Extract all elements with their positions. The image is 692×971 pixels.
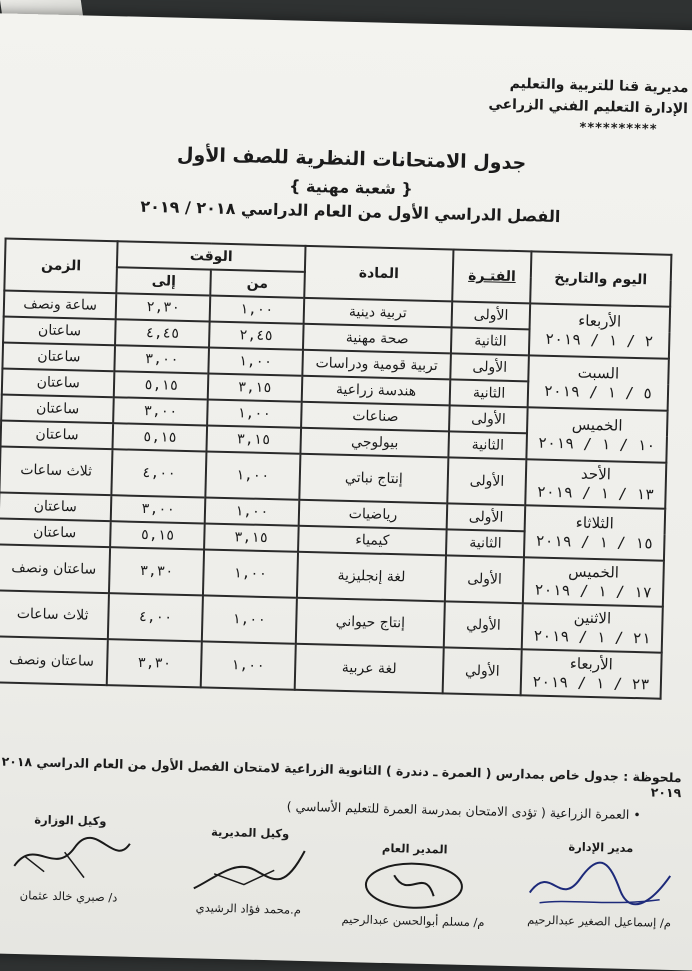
subject-cell: كيمياء [298,526,447,556]
from-time-cell: ٣,١٥ [206,426,300,454]
header-period: الفتـرة [453,249,532,303]
page-title: جدول الامتحانات النظرية للصف الأول [176,143,527,175]
duration-cell: ساعتان ونصف [0,544,111,593]
bullet-note: • العمرة الزراعية ( تؤدى الامتحان بمدرسة العمرة للتعليم الأساسي ) [286,798,641,823]
from-time-cell: ١,٠٠ [205,497,299,525]
from-time-cell: ١,٠٠ [210,296,304,324]
to-time-cell: ٣,٣٠ [107,639,202,687]
signature-role: وكيل المديرية [210,824,290,841]
to-time-cell: ٤,٠٠ [108,593,203,641]
to-time-cell: ٣,٠٠ [115,345,209,373]
subject-cell: إنتاج حيواني [295,598,445,648]
exam-date: ١٣ / ١ / ٢٠١٩ [536,482,655,504]
duration-cell: ساعتان [3,317,116,346]
handwritten-signature-icon [4,826,135,891]
period-cell: الأولى [449,405,527,433]
from-time-cell: ١,٠٠ [208,348,302,376]
signature-block-general-director [338,840,490,930]
period-cell: الثانية [446,529,524,557]
signature-role: وكيل الوزارة [34,812,107,829]
header-from: من [210,270,304,298]
exam-date: ١٥ / ١ / ٢٠١٩ [535,531,654,553]
header-duration: الزمن [4,239,118,294]
duration-cell: ساعتان [0,492,112,521]
duration-cell: ثلاث ساعات [0,446,113,495]
exam-date: ٢ / ١ / ٢٠١٩ [544,329,654,351]
handwritten-signature-icon [353,854,474,915]
header-stars: ********** [579,120,658,138]
from-time-cell: ٣,١٥ [204,523,298,551]
duration-cell: ساعتان ونصف [0,636,108,685]
signature-name: م/ إسماعيل الصغير عبدالرحيم [527,912,672,930]
header-time: الوقت [117,241,305,272]
to-time-cell: ٥,١٥ [114,371,208,399]
header-line-directorate: مديرية قنا للتربية والتعليم [509,75,689,97]
schedule-body [0,291,670,699]
handwritten-signature-icon [519,852,680,916]
from-time-cell: ٣,١٥ [208,374,302,402]
subject-cell: إنتاج نباتي [299,454,449,504]
day-date-cell [522,603,663,652]
from-time-cell: ١,٠٠ [201,641,296,689]
signature-block-admin-director [514,838,686,930]
issuer-header [488,73,689,141]
from-time-cell: ١,٠٠ [207,400,301,428]
header-subject: المادة [304,246,454,302]
header-line-administration: الإدارة التعليم الفني الزراعي [488,96,689,118]
period-cell: الثانية [450,379,528,407]
subject-cell: لغة إنجليزية [296,552,446,602]
signature-block-undersecretary [0,812,141,905]
day-date-cell [526,407,667,462]
subject-cell: رياضيات [298,500,447,530]
header-to: إلى [117,267,211,295]
signature-name: د/ صبري خالد عثمان [19,888,118,905]
day-name: الأربعاء [577,311,622,331]
duration-cell: ساعتان [0,518,111,547]
duration-cell: ثلاث ساعات [0,590,109,639]
period-cell: الأولى [452,301,530,329]
day-date-cell [524,505,665,560]
duration-cell: ساعتان [2,342,115,371]
branch-subtitle: { شعبة مهنية } [288,176,414,199]
duration-cell: ساعة ونصف [4,291,117,320]
document-page [0,13,692,971]
signature-role: مدير الإدارة [568,839,634,856]
period-cell: الأولى [447,503,525,531]
exam-date: ٢١ / ١ / ٢٠١٩ [533,626,651,648]
from-time-cell: ١,٠٠ [203,549,298,597]
signature-name: م/ مسلم أبوالحسن عبدالرحيم [341,911,485,930]
exam-schedule-table [0,238,672,700]
term-subtitle: الفصل الدراسي الأول من العام الدراسي ٢٠١٨ / ٢٠١٩ [140,196,561,227]
subject-cell: بيولوجي [300,428,449,458]
subject-cell: هندسة زراعية [301,376,450,406]
day-name: الأربعاء [569,654,614,674]
day-date-cell [528,355,669,410]
day-name: الاثنين [573,608,612,628]
day-name: الخميس [571,415,623,435]
subject-cell: صناعات [301,402,450,432]
period-cell: الأولى [445,555,524,603]
day-name: الخميس [567,562,620,582]
to-time-cell: ٤,٤٥ [115,319,209,347]
from-time-cell: ١,٠٠ [205,451,300,499]
to-time-cell: ٣,٣٠ [109,547,204,595]
day-date-cell [521,649,662,698]
from-time-cell: ١,٠٠ [202,595,297,643]
header-day-date: اليوم والتاريخ [530,251,671,306]
to-time-cell: ٣,٠٠ [111,495,205,523]
to-time-cell: ٢,٣٠ [116,293,210,321]
from-time-cell: ٢,٤٥ [209,322,303,350]
bullet-note-text: العمرة الزراعية ( تؤدى الامتحان بمدرسة العمرة للتعليم الأساسي ) [286,798,630,822]
footnote: ملحوظة : جدول خاص بمدارس ( العمرة ـ دندرة ) الثانوية الزراعية لامتحان الفصل الأول من العام الدراسي ٢٠١٨ ٢٠١٩ [1,753,682,801]
signature-block-deputy-directorate [178,824,320,917]
subject-cell: لغة عربية [294,644,444,694]
handwritten-signature-icon [183,838,314,903]
to-time-cell: ٣,٠٠ [114,397,208,425]
period-cell: الأولى [451,353,529,381]
to-time-cell: ٤,٠٠ [112,449,207,497]
subject-cell: صحة مهنية [303,324,452,354]
subject-cell: تربية دينية [303,298,452,328]
period-cell: الثانية [449,431,527,459]
period-cell: الأولى [448,457,527,505]
period-cell: الثانية [451,327,529,355]
signature-role: المدير العام [381,840,448,857]
to-time-cell: ٥,١٥ [111,521,205,549]
duration-cell: ساعتان [1,394,114,423]
day-date-cell [529,303,670,358]
duration-cell: ساعتان [2,368,115,397]
day-date-cell [523,557,664,606]
period-cell: الأولي [443,647,522,695]
day-name: الثلاثاء [575,513,614,533]
period-cell: الأولي [444,601,523,649]
signature-name: م.محمد فؤاد الرشيدي [195,900,302,917]
duration-cell: ساعتان [1,420,114,449]
day-date-cell [525,459,666,508]
exam-date: ١٧ / ١ / ٢٠١٩ [534,580,653,602]
day-name: السبت [577,363,620,383]
day-name: الأحد [580,464,612,484]
to-time-cell: ٥,١٥ [113,423,207,451]
subject-cell: تربية قومية ودراسات [302,350,451,380]
exam-date: ٢٣ / ١ / ٢٠١٩ [531,672,650,694]
exam-date: ٥ / ١ / ٢٠١٩ [543,381,653,403]
exam-date: ١٠ / ١ / ٢٠١٩ [537,433,656,455]
